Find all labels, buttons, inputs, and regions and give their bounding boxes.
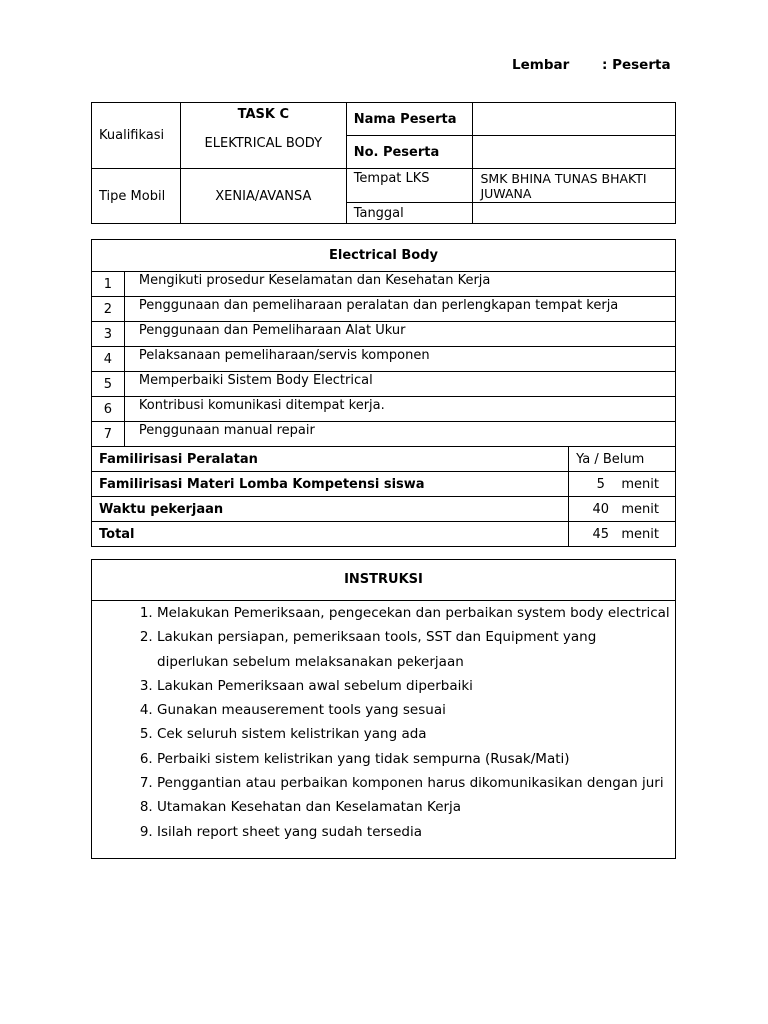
tempat-lks-value [473, 169, 676, 203]
instruction-item: 8. Utamakan Kesehatan dan Keselamatan Kerja [157, 795, 675, 819]
task-number: 5 [92, 372, 125, 397]
task-text: Pelaksanaan pemeliharaan/servis komponen [124, 347, 675, 372]
instruction-item: 3. Lakukan Pemeriksaan awal sebelum diperbaiki [157, 674, 675, 698]
task-text: Kontribusi komunikasi ditempat kerja. [124, 397, 675, 422]
summary-label: Waktu pekerjaan [92, 497, 569, 522]
task-text: Penggunaan dan Pemeliharaan Alat Ukur [124, 322, 675, 347]
task-row [92, 422, 676, 447]
tasks-title: Electrical Body [92, 240, 676, 272]
summary-row [92, 522, 676, 547]
task-row [92, 322, 676, 347]
lembar-label: Lembar [512, 57, 570, 73]
task-row [92, 372, 676, 397]
instruction-item: 6. Perbaiki sistem kelistrikan yang tidak sempurna (Rusak/Mati) [157, 747, 675, 771]
task-row [92, 347, 676, 372]
instruction-item: 4. Gunakan meauserement tools yang sesuai [157, 698, 675, 722]
instruction-item: 9. Isilah report sheet yang sudah tersedia [157, 820, 675, 844]
task-text: Mengikuti prosedur Keselamatan dan Kesehatan Kerja [124, 272, 675, 297]
tipe-mobil-value: XENIA/AVANSA [180, 169, 346, 224]
tempat-lks-line-1: SMK BHINA TUNAS BHAKTI [480, 170, 647, 186]
task-number: 2 [92, 297, 125, 322]
task-row [92, 397, 676, 422]
task-number: 6 [92, 397, 125, 422]
summary-label: Familirisasi Peralatan [92, 447, 569, 472]
tanggal-label: Tanggal [346, 203, 473, 224]
sheet-header [512, 57, 671, 73]
tanggal-field[interactable] [473, 203, 676, 224]
instructions-title: INSTRUKSI [92, 560, 675, 601]
summary-row [92, 497, 676, 522]
lembar-value: : Peserta [602, 57, 671, 73]
task-text: Penggunaan dan pemeliharaan peralatan dan perlengkapan tempat kerja [124, 297, 675, 322]
summary-value: 40 menit [569, 497, 676, 522]
task-number: 4 [92, 347, 125, 372]
tempat-lks-label: Tempat LKS [346, 169, 473, 203]
summary-row [92, 472, 676, 497]
task-subtitle: ELEKTRICAL BODY [180, 136, 346, 169]
instruction-item: 2. Lakukan persiapan, pemeriksaan tools, SST dan Equipment yang diperlukan sebelum melaksanakan pekerjaan [157, 625, 675, 674]
task-row [92, 297, 676, 322]
instruction-item: 5. Cek seluruh sistem kelistrikan yang ada [157, 722, 675, 746]
nama-peserta-field[interactable] [473, 103, 676, 136]
summary-value: 5 menit [569, 472, 676, 497]
tipe-mobil-label: Tipe Mobil [92, 169, 181, 224]
summary-row [92, 447, 676, 472]
task-text: Memperbaiki Sistem Body Electrical [124, 372, 675, 397]
instruction-item: 1. Melakukan Pemeriksaan, pengecekan dan perbaikan system body electrical [157, 601, 675, 625]
task-number: 7 [92, 422, 125, 447]
task-row [92, 272, 676, 297]
kualifikasi-label: Kualifikasi [92, 103, 181, 169]
summary-label: Total [92, 522, 569, 547]
no-peserta-field[interactable] [473, 136, 676, 169]
summary-value: Ya / Belum [569, 447, 676, 472]
instruction-item: 7. Penggantian atau perbaikan komponen harus dikomunikasikan dengan juri [157, 771, 675, 795]
task-number: 3 [92, 322, 125, 347]
nama-peserta-label: Nama Peserta [346, 103, 473, 136]
task-number: 1 [92, 272, 125, 297]
instructions-box [91, 559, 676, 859]
task-text: Penggunaan manual repair [124, 422, 675, 447]
tasks-table [91, 239, 676, 547]
task-label: TASK C [180, 103, 346, 136]
summary-label: Familirisasi Materi Lomba Kompetensi siswa [92, 472, 569, 497]
no-peserta-label: No. Peserta [346, 136, 473, 169]
instructions-list [92, 601, 675, 844]
summary-value: 45 menit [569, 522, 676, 547]
info-table [91, 102, 676, 224]
tempat-lks-line-2: JUWANA [480, 185, 532, 201]
